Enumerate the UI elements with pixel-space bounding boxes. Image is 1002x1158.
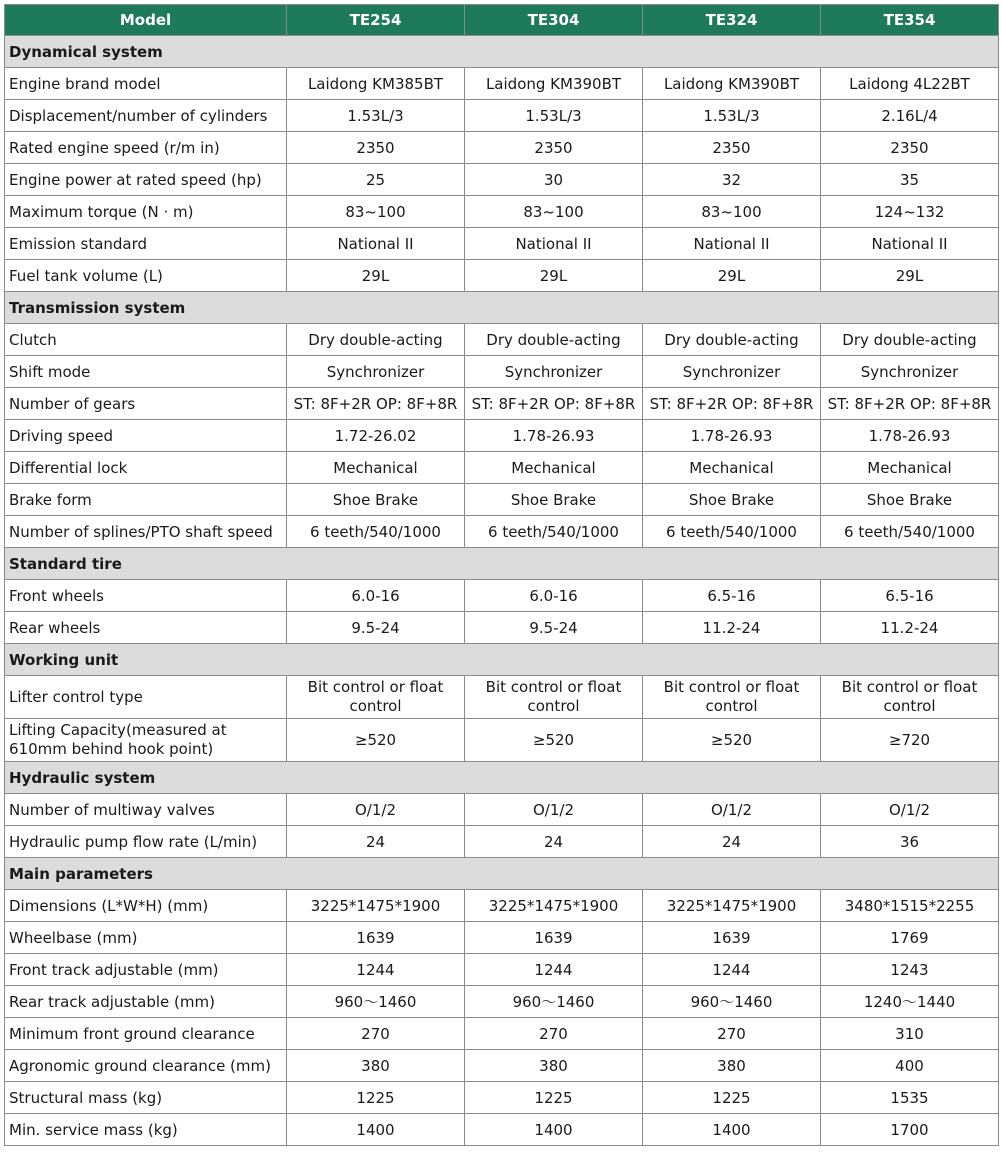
row-value: 32 bbox=[643, 164, 821, 196]
row-value: Mechanical bbox=[465, 452, 643, 484]
section-header bbox=[5, 292, 999, 324]
row-value: 6.5-16 bbox=[643, 580, 821, 612]
row-label: Minimum front ground clearance bbox=[5, 1018, 287, 1050]
row-value: 400 bbox=[821, 1050, 999, 1082]
table-row bbox=[5, 1018, 999, 1050]
row-value: 270 bbox=[287, 1018, 465, 1050]
table-row bbox=[5, 580, 999, 612]
header-model-4: TE354 bbox=[821, 5, 999, 36]
row-value: Bit control or float control bbox=[643, 676, 821, 719]
row-value: 6 teeth/540/1000 bbox=[821, 516, 999, 548]
row-value: 960～1460 bbox=[287, 986, 465, 1018]
row-value: 3480*1515*2255 bbox=[821, 890, 999, 922]
row-value: 25 bbox=[287, 164, 465, 196]
row-label: Structural mass (kg) bbox=[5, 1082, 287, 1114]
row-value: Dry double-acting bbox=[821, 324, 999, 356]
row-value: National II bbox=[287, 228, 465, 260]
row-value: Synchronizer bbox=[287, 356, 465, 388]
row-value: 270 bbox=[643, 1018, 821, 1050]
row-value: 29L bbox=[643, 260, 821, 292]
row-value: Synchronizer bbox=[643, 356, 821, 388]
row-value: Mechanical bbox=[287, 452, 465, 484]
row-value: Laidong 4L22BT bbox=[821, 68, 999, 100]
table-body bbox=[5, 36, 999, 1146]
row-label: Engine power at rated speed (hp) bbox=[5, 164, 287, 196]
row-value: 11.2-24 bbox=[821, 612, 999, 644]
header-model-3: TE324 bbox=[643, 5, 821, 36]
row-value: 24 bbox=[465, 826, 643, 858]
row-label: Brake form bbox=[5, 484, 287, 516]
table-row bbox=[5, 356, 999, 388]
row-value: 2350 bbox=[821, 132, 999, 164]
table-row bbox=[5, 954, 999, 986]
row-label: Lifter control type bbox=[5, 676, 287, 719]
row-label: Driving speed bbox=[5, 420, 287, 452]
row-label: Wheelbase (mm) bbox=[5, 922, 287, 954]
row-value: 1225 bbox=[643, 1082, 821, 1114]
row-value: 270 bbox=[465, 1018, 643, 1050]
row-value: 1225 bbox=[465, 1082, 643, 1114]
row-value: Bit control or float control bbox=[821, 676, 999, 719]
row-value: Dry double-acting bbox=[643, 324, 821, 356]
row-value: Synchronizer bbox=[465, 356, 643, 388]
row-value: 1.78-26.93 bbox=[465, 420, 643, 452]
row-value: 35 bbox=[821, 164, 999, 196]
row-value: National II bbox=[821, 228, 999, 260]
table-row bbox=[5, 890, 999, 922]
row-value: Laidong KM390BT bbox=[465, 68, 643, 100]
row-value: 1639 bbox=[643, 922, 821, 954]
row-value: 6 teeth/540/1000 bbox=[287, 516, 465, 548]
table-row bbox=[5, 324, 999, 356]
row-label: Hydraulic pump flow rate (L/min) bbox=[5, 826, 287, 858]
row-label: Displacement/number of cylinders bbox=[5, 100, 287, 132]
row-value: 3225*1475*1900 bbox=[287, 890, 465, 922]
row-label: Rated engine speed (r/m in) bbox=[5, 132, 287, 164]
table-row bbox=[5, 922, 999, 954]
row-value: 1.53L/3 bbox=[465, 100, 643, 132]
row-value: Bit control or float control bbox=[465, 676, 643, 719]
row-value: O/1/2 bbox=[287, 794, 465, 826]
table-row bbox=[5, 164, 999, 196]
row-label: Shift mode bbox=[5, 356, 287, 388]
row-label: Emission standard bbox=[5, 228, 287, 260]
row-label: Front wheels bbox=[5, 580, 287, 612]
row-value: 310 bbox=[821, 1018, 999, 1050]
table-row bbox=[5, 420, 999, 452]
row-value: Dry double-acting bbox=[287, 324, 465, 356]
row-value: 3225*1475*1900 bbox=[643, 890, 821, 922]
row-value: 6.5-16 bbox=[821, 580, 999, 612]
table-row bbox=[5, 1050, 999, 1082]
section-header bbox=[5, 644, 999, 676]
row-value: ST: 8F+2R OP: 8F+8R bbox=[465, 388, 643, 420]
row-value: Mechanical bbox=[643, 452, 821, 484]
section-header bbox=[5, 36, 999, 68]
row-value: ≥520 bbox=[287, 719, 465, 762]
section-title: Hydraulic system bbox=[5, 762, 999, 794]
row-value: 1639 bbox=[465, 922, 643, 954]
row-value: 2350 bbox=[287, 132, 465, 164]
row-value: O/1/2 bbox=[821, 794, 999, 826]
row-value: ST: 8F+2R OP: 8F+8R bbox=[821, 388, 999, 420]
row-value: 124~132 bbox=[821, 196, 999, 228]
row-value: 1400 bbox=[287, 1114, 465, 1146]
row-value: National II bbox=[465, 228, 643, 260]
table-row bbox=[5, 986, 999, 1018]
row-value: 29L bbox=[465, 260, 643, 292]
row-value: O/1/2 bbox=[465, 794, 643, 826]
table-row bbox=[5, 794, 999, 826]
row-value: 380 bbox=[465, 1050, 643, 1082]
table-row bbox=[5, 612, 999, 644]
table-row bbox=[5, 452, 999, 484]
row-label: Number of gears bbox=[5, 388, 287, 420]
row-value: Mechanical bbox=[821, 452, 999, 484]
row-value: 11.2-24 bbox=[643, 612, 821, 644]
table-row bbox=[5, 826, 999, 858]
row-value: Laidong KM385BT bbox=[287, 68, 465, 100]
row-value: Bit control or float control bbox=[287, 676, 465, 719]
row-label: Maximum torque (N · m) bbox=[5, 196, 287, 228]
table-row bbox=[5, 388, 999, 420]
table-row bbox=[5, 484, 999, 516]
row-value: Laidong KM390BT bbox=[643, 68, 821, 100]
row-label: Differential lock bbox=[5, 452, 287, 484]
row-value: 2350 bbox=[643, 132, 821, 164]
row-value: 2.16L/4 bbox=[821, 100, 999, 132]
row-value: 83~100 bbox=[643, 196, 821, 228]
row-value: ≥520 bbox=[465, 719, 643, 762]
table-header bbox=[5, 5, 999, 36]
row-label: Rear wheels bbox=[5, 612, 287, 644]
row-value: 1400 bbox=[465, 1114, 643, 1146]
row-value: Shoe Brake bbox=[465, 484, 643, 516]
row-value: 24 bbox=[287, 826, 465, 858]
header-model-2: TE304 bbox=[465, 5, 643, 36]
row-value: 380 bbox=[287, 1050, 465, 1082]
row-value: 1225 bbox=[287, 1082, 465, 1114]
row-value: 30 bbox=[465, 164, 643, 196]
row-value: 1700 bbox=[821, 1114, 999, 1146]
row-value: 1244 bbox=[465, 954, 643, 986]
section-header bbox=[5, 858, 999, 890]
header-model-label: Model bbox=[5, 5, 287, 36]
row-label: Lifting Capacity(measured at 610mm behind hook point) bbox=[5, 719, 287, 762]
section-title: Main parameters bbox=[5, 858, 999, 890]
row-value: 1.53L/3 bbox=[287, 100, 465, 132]
row-value: ≥520 bbox=[643, 719, 821, 762]
row-label: Rear track adjustable (mm) bbox=[5, 986, 287, 1018]
row-value: 1535 bbox=[821, 1082, 999, 1114]
table-row bbox=[5, 516, 999, 548]
table-row bbox=[5, 1114, 999, 1146]
table-row bbox=[5, 228, 999, 260]
table-row bbox=[5, 132, 999, 164]
row-label: Number of splines/PTO shaft speed bbox=[5, 516, 287, 548]
row-value: Synchronizer bbox=[821, 356, 999, 388]
row-value: Shoe Brake bbox=[643, 484, 821, 516]
row-value: 1.72-26.02 bbox=[287, 420, 465, 452]
row-value: 1.53L/3 bbox=[643, 100, 821, 132]
row-value: 24 bbox=[643, 826, 821, 858]
row-value: 29L bbox=[821, 260, 999, 292]
table-row bbox=[5, 68, 999, 100]
row-value: National II bbox=[643, 228, 821, 260]
section-title: Transmission system bbox=[5, 292, 999, 324]
row-value: 1244 bbox=[287, 954, 465, 986]
row-value: 1240～1440 bbox=[821, 986, 999, 1018]
row-label: Dimensions (L*W*H) (mm) bbox=[5, 890, 287, 922]
table-row bbox=[5, 1082, 999, 1114]
row-value: 1.78-26.93 bbox=[821, 420, 999, 452]
row-value: ≥720 bbox=[821, 719, 999, 762]
row-value: 1639 bbox=[287, 922, 465, 954]
section-header bbox=[5, 548, 999, 580]
section-title: Standard tire bbox=[5, 548, 999, 580]
row-value: 29L bbox=[287, 260, 465, 292]
row-label: Fuel tank volume (L) bbox=[5, 260, 287, 292]
row-value: 6.0-16 bbox=[287, 580, 465, 612]
row-value: 6 teeth/540/1000 bbox=[465, 516, 643, 548]
header-model-1: TE254 bbox=[287, 5, 465, 36]
row-value: 83~100 bbox=[465, 196, 643, 228]
row-label: Number of multiway valves bbox=[5, 794, 287, 826]
row-value: 960～1460 bbox=[465, 986, 643, 1018]
row-value: 2350 bbox=[465, 132, 643, 164]
table-row bbox=[5, 100, 999, 132]
row-label: Engine brand model bbox=[5, 68, 287, 100]
row-value: 6 teeth/540/1000 bbox=[643, 516, 821, 548]
section-title: Dynamical system bbox=[5, 36, 999, 68]
row-value: 36 bbox=[821, 826, 999, 858]
spec-table bbox=[4, 4, 999, 1146]
row-value: 1243 bbox=[821, 954, 999, 986]
row-value: 3225*1475*1900 bbox=[465, 890, 643, 922]
row-value: 1.78-26.93 bbox=[643, 420, 821, 452]
row-value: Shoe Brake bbox=[821, 484, 999, 516]
section-title: Working unit bbox=[5, 644, 999, 676]
table-row bbox=[5, 260, 999, 292]
row-value: Shoe Brake bbox=[287, 484, 465, 516]
row-label: Agronomic ground clearance (mm) bbox=[5, 1050, 287, 1082]
row-value: 960～1460 bbox=[643, 986, 821, 1018]
row-label: Clutch bbox=[5, 324, 287, 356]
row-value: 83~100 bbox=[287, 196, 465, 228]
row-value: ST: 8F+2R OP: 8F+8R bbox=[643, 388, 821, 420]
row-label: Min. service mass (kg) bbox=[5, 1114, 287, 1146]
row-value: 1400 bbox=[643, 1114, 821, 1146]
row-label: Front track adjustable (mm) bbox=[5, 954, 287, 986]
row-value: O/1/2 bbox=[643, 794, 821, 826]
row-value: 9.5-24 bbox=[287, 612, 465, 644]
row-value: ST: 8F+2R OP: 8F+8R bbox=[287, 388, 465, 420]
row-value: 1769 bbox=[821, 922, 999, 954]
table-row bbox=[5, 719, 999, 762]
table-row bbox=[5, 196, 999, 228]
row-value: Dry double-acting bbox=[465, 324, 643, 356]
table-row bbox=[5, 676, 999, 719]
row-value: 6.0-16 bbox=[465, 580, 643, 612]
row-value: 380 bbox=[643, 1050, 821, 1082]
row-value: 9.5-24 bbox=[465, 612, 643, 644]
section-header bbox=[5, 762, 999, 794]
row-value: 1244 bbox=[643, 954, 821, 986]
